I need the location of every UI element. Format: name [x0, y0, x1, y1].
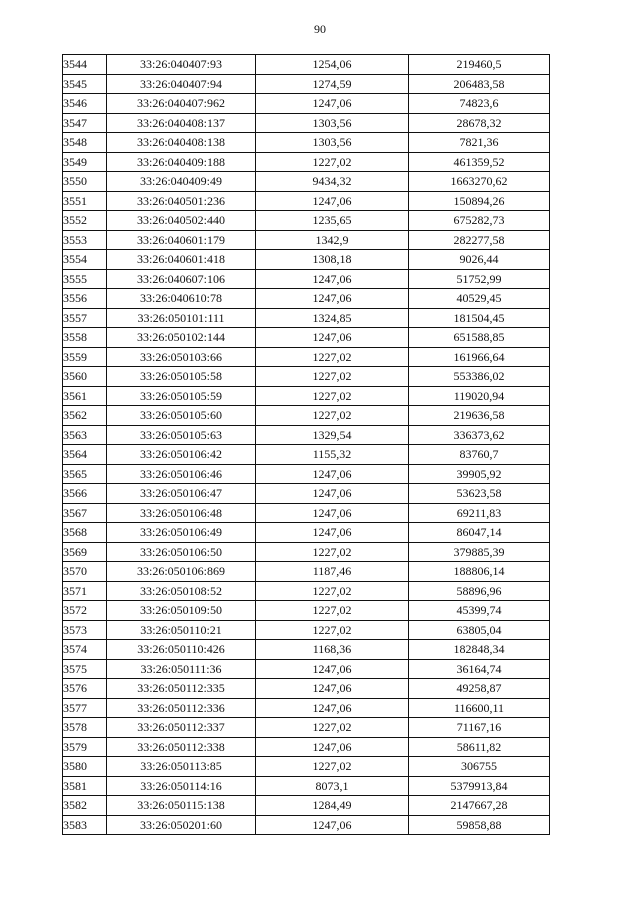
cadastral-value-cell: 83760,7 — [409, 445, 550, 465]
row-number-cell: 3560 — [63, 367, 107, 387]
cadastral-number-cell: 33:26:050113:85 — [107, 757, 256, 777]
table-row — [63, 74, 550, 94]
row-number-cell: 3568 — [63, 523, 107, 543]
row-number-cell: 3546 — [63, 94, 107, 114]
specific-value-cell: 1155,32 — [256, 445, 409, 465]
row-number-cell: 3565 — [63, 464, 107, 484]
table-row — [63, 757, 550, 777]
table-row — [63, 94, 550, 114]
row-number-cell: 3582 — [63, 796, 107, 816]
specific-value-cell: 1247,06 — [256, 269, 409, 289]
cadastral-number-cell: 33:26:050102:144 — [107, 328, 256, 348]
cadastral-number-cell: 33:26:050201:60 — [107, 815, 256, 835]
specific-value-cell: 1168,36 — [256, 640, 409, 660]
cadastral-number-cell: 33:26:040408:138 — [107, 133, 256, 153]
specific-value-cell: 9434,32 — [256, 172, 409, 192]
row-number-cell: 3567 — [63, 503, 107, 523]
row-number-cell: 3548 — [63, 133, 107, 153]
specific-value-cell: 1247,06 — [256, 679, 409, 699]
cadastral-number-cell: 33:26:050108:52 — [107, 581, 256, 601]
row-number-cell: 3554 — [63, 250, 107, 270]
cadastral-value-cell: 40529,45 — [409, 289, 550, 309]
cadastral-value-cell: 161966,64 — [409, 347, 550, 367]
specific-value-cell: 1247,06 — [256, 815, 409, 835]
table-row — [63, 659, 550, 679]
specific-value-cell: 1303,56 — [256, 133, 409, 153]
cadastral-value-cell: 59858,88 — [409, 815, 550, 835]
table-row — [63, 308, 550, 328]
cadastral-number-cell: 33:26:040502:440 — [107, 211, 256, 231]
table-row — [63, 230, 550, 250]
cadastral-number-cell: 33:26:050114:16 — [107, 776, 256, 796]
cadastral-number-cell: 33:26:050105:59 — [107, 386, 256, 406]
row-number-cell: 3545 — [63, 74, 107, 94]
specific-value-cell: 1329,54 — [256, 425, 409, 445]
row-number-cell: 3558 — [63, 328, 107, 348]
cadastral-number-cell: 33:26:050106:47 — [107, 484, 256, 504]
table-row — [63, 679, 550, 699]
specific-value-cell: 1247,06 — [256, 523, 409, 543]
table-row — [63, 269, 550, 289]
cadastral-value-cell: 119020,94 — [409, 386, 550, 406]
specific-value-cell: 1247,06 — [256, 737, 409, 757]
cadastral-number-cell: 33:26:050106:869 — [107, 562, 256, 582]
row-number-cell: 3562 — [63, 406, 107, 426]
row-number-cell: 3572 — [63, 601, 107, 621]
cadastral-number-cell: 33:26:050105:63 — [107, 425, 256, 445]
cadastral-value-cell: 651588,85 — [409, 328, 550, 348]
cadastral-number-cell: 33:26:040408:137 — [107, 113, 256, 133]
specific-value-cell: 1227,02 — [256, 406, 409, 426]
row-number-cell: 3552 — [63, 211, 107, 231]
table-row — [63, 581, 550, 601]
cadastral-number-cell: 33:26:050106:49 — [107, 523, 256, 543]
table-row — [63, 113, 550, 133]
cadastral-value-cell: 2147667,28 — [409, 796, 550, 816]
row-number-cell: 3556 — [63, 289, 107, 309]
cadastral-number-cell: 33:26:050105:58 — [107, 367, 256, 387]
table-row — [63, 640, 550, 660]
table-row — [63, 250, 550, 270]
row-number-cell: 3570 — [63, 562, 107, 582]
specific-value-cell: 1227,02 — [256, 718, 409, 738]
table-row — [63, 211, 550, 231]
specific-value-cell: 1247,06 — [256, 191, 409, 211]
table-row — [63, 406, 550, 426]
specific-value-cell: 1227,02 — [256, 386, 409, 406]
row-number-cell: 3579 — [63, 737, 107, 757]
cadastral-value-cell: 1663270,62 — [409, 172, 550, 192]
cadastral-number-cell: 33:26:040407:94 — [107, 74, 256, 94]
row-number-cell: 3559 — [63, 347, 107, 367]
specific-value-cell: 1254,06 — [256, 55, 409, 75]
page-number: 90 — [314, 22, 326, 36]
row-number-cell: 3578 — [63, 718, 107, 738]
specific-value-cell: 1308,18 — [256, 250, 409, 270]
cadastral-value-cell: 53623,58 — [409, 484, 550, 504]
cadastral-value-cell: 379885,39 — [409, 542, 550, 562]
cadastral-value-cell: 306755 — [409, 757, 550, 777]
specific-value-cell: 1247,06 — [256, 503, 409, 523]
table-row — [63, 133, 550, 153]
specific-value-cell: 1227,02 — [256, 620, 409, 640]
specific-value-cell: 1247,06 — [256, 94, 409, 114]
cadastral-number-cell: 33:26:050110:21 — [107, 620, 256, 640]
specific-value-cell: 1227,02 — [256, 542, 409, 562]
table-row — [63, 523, 550, 543]
table-row — [63, 542, 550, 562]
cadastral-value-cell: 181504,45 — [409, 308, 550, 328]
row-number-cell: 3550 — [63, 172, 107, 192]
table-row — [63, 289, 550, 309]
specific-value-cell: 1235,65 — [256, 211, 409, 231]
table-row — [63, 503, 550, 523]
row-number-cell: 3563 — [63, 425, 107, 445]
row-number-cell: 3561 — [63, 386, 107, 406]
cadastral-number-cell: 33:26:040501:236 — [107, 191, 256, 211]
cadastral-value-cell: 116600,11 — [409, 698, 550, 718]
table-row — [63, 328, 550, 348]
table-row — [63, 464, 550, 484]
row-number-cell: 3553 — [63, 230, 107, 250]
row-number-cell: 3557 — [63, 308, 107, 328]
specific-value-cell: 1247,06 — [256, 328, 409, 348]
cadastral-number-cell: 33:26:040407:962 — [107, 94, 256, 114]
specific-value-cell: 1227,02 — [256, 152, 409, 172]
table-row — [63, 698, 550, 718]
cadastral-value-cell: 9026,44 — [409, 250, 550, 270]
table-row — [63, 737, 550, 757]
row-number-cell: 3573 — [63, 620, 107, 640]
specific-value-cell: 1187,46 — [256, 562, 409, 582]
cadastral-value-cell: 282277,58 — [409, 230, 550, 250]
cadastral-value-cell: 5379913,84 — [409, 776, 550, 796]
row-number-cell: 3580 — [63, 757, 107, 777]
cadastral-value-cell: 219636,58 — [409, 406, 550, 426]
row-number-cell: 3555 — [63, 269, 107, 289]
table-row — [63, 347, 550, 367]
row-number-cell: 3569 — [63, 542, 107, 562]
table-row — [63, 815, 550, 835]
cadastral-value-cell: 28678,32 — [409, 113, 550, 133]
cadastral-value-cell: 206483,58 — [409, 74, 550, 94]
table-body — [63, 55, 550, 835]
cadastral-number-cell: 33:26:050110:426 — [107, 640, 256, 660]
cadastral-number-cell: 33:26:050112:337 — [107, 718, 256, 738]
cadastral-value-cell: 86047,14 — [409, 523, 550, 543]
specific-value-cell: 1247,06 — [256, 484, 409, 504]
specific-value-cell: 1227,02 — [256, 757, 409, 777]
table-row — [63, 425, 550, 445]
table-row — [63, 484, 550, 504]
cadastral-value-cell: 461359,52 — [409, 152, 550, 172]
cadastral-value-cell: 188806,14 — [409, 562, 550, 582]
row-number-cell: 3571 — [63, 581, 107, 601]
cadastral-number-cell: 33:26:050101:111 — [107, 308, 256, 328]
specific-value-cell: 1247,06 — [256, 464, 409, 484]
table-row — [63, 718, 550, 738]
row-number-cell: 3547 — [63, 113, 107, 133]
cadastral-number-cell: 33:26:050109:50 — [107, 601, 256, 621]
row-number-cell: 3583 — [63, 815, 107, 835]
row-number-cell: 3576 — [63, 679, 107, 699]
table-row — [63, 562, 550, 582]
cadastral-number-cell: 33:26:050105:60 — [107, 406, 256, 426]
table-row — [63, 367, 550, 387]
cadastral-number-cell: 33:26:050111:36 — [107, 659, 256, 679]
table-row — [63, 776, 550, 796]
cadastral-number-cell: 33:26:050112:335 — [107, 679, 256, 699]
cadastral-value-cell: 39905,92 — [409, 464, 550, 484]
specific-value-cell: 1342,9 — [256, 230, 409, 250]
row-number-cell: 3575 — [63, 659, 107, 679]
row-number-cell: 3551 — [63, 191, 107, 211]
cadastral-value-cell: 182848,34 — [409, 640, 550, 660]
cadastral-number-cell: 33:26:040407:93 — [107, 55, 256, 75]
cadastral-number-cell: 33:26:050115:138 — [107, 796, 256, 816]
row-number-cell: 3549 — [63, 152, 107, 172]
cadastral-value-cell: 45399,74 — [409, 601, 550, 621]
cadastral-number-cell: 33:26:050106:46 — [107, 464, 256, 484]
cadastral-number-cell: 33:26:050103:66 — [107, 347, 256, 367]
specific-value-cell: 1324,85 — [256, 308, 409, 328]
cadastral-value-cell: 71167,16 — [409, 718, 550, 738]
cadastral-value-cell: 7821,36 — [409, 133, 550, 153]
cadastral-number-cell: 33:26:050106:50 — [107, 542, 256, 562]
specific-value-cell: 8073,1 — [256, 776, 409, 796]
cadastral-number-cell: 33:26:040601:179 — [107, 230, 256, 250]
specific-value-cell: 1274,59 — [256, 74, 409, 94]
cadastral-value-cell: 219460,5 — [409, 55, 550, 75]
table-row — [63, 152, 550, 172]
row-number-cell: 3564 — [63, 445, 107, 465]
cadastral-value-cell: 63805,04 — [409, 620, 550, 640]
table-row — [63, 445, 550, 465]
cadastral-value-cell: 336373,62 — [409, 425, 550, 445]
table-row — [63, 172, 550, 192]
table-row — [63, 796, 550, 816]
row-number-cell: 3581 — [63, 776, 107, 796]
specific-value-cell: 1247,06 — [256, 659, 409, 679]
cadastral-number-cell: 33:26:050112:338 — [107, 737, 256, 757]
specific-value-cell: 1227,02 — [256, 347, 409, 367]
cadastral-value-cell: 74823,6 — [409, 94, 550, 114]
table-row — [63, 55, 550, 75]
table-row — [63, 620, 550, 640]
cadastral-value-cell: 36164,74 — [409, 659, 550, 679]
specific-value-cell: 1247,06 — [256, 289, 409, 309]
table-row — [63, 191, 550, 211]
cadastral-number-cell: 33:26:040610:78 — [107, 289, 256, 309]
row-number-cell: 3574 — [63, 640, 107, 660]
cadastral-number-cell: 33:26:040409:49 — [107, 172, 256, 192]
cadastral-value-cell: 49258,87 — [409, 679, 550, 699]
row-number-cell: 3566 — [63, 484, 107, 504]
cadastral-value-cell: 58896,96 — [409, 581, 550, 601]
cadastral-number-cell: 33:26:040409:188 — [107, 152, 256, 172]
specific-value-cell: 1303,56 — [256, 113, 409, 133]
cadastral-value-cell: 675282,73 — [409, 211, 550, 231]
cadastral-number-cell: 33:26:050106:42 — [107, 445, 256, 465]
cadastral-number-cell: 33:26:040607:106 — [107, 269, 256, 289]
row-number-cell: 3544 — [63, 55, 107, 75]
cadastral-value-cell: 51752,99 — [409, 269, 550, 289]
cadastral-value-cell: 69211,83 — [409, 503, 550, 523]
cadastral-value-cell: 58611,82 — [409, 737, 550, 757]
specific-value-cell: 1227,02 — [256, 367, 409, 387]
cadastral-number-cell: 33:26:040601:418 — [107, 250, 256, 270]
specific-value-cell: 1227,02 — [256, 581, 409, 601]
cadastral-number-cell: 33:26:050112:336 — [107, 698, 256, 718]
cadastral-value-cell: 150894,26 — [409, 191, 550, 211]
cadastral-value-cell: 553386,02 — [409, 367, 550, 387]
cadastral-number-cell: 33:26:050106:48 — [107, 503, 256, 523]
table-row — [63, 386, 550, 406]
table-row — [63, 601, 550, 621]
cadastral-value-table — [62, 54, 550, 835]
specific-value-cell: 1227,02 — [256, 601, 409, 621]
row-number-cell: 3577 — [63, 698, 107, 718]
specific-value-cell: 1284,49 — [256, 796, 409, 816]
specific-value-cell: 1247,06 — [256, 698, 409, 718]
